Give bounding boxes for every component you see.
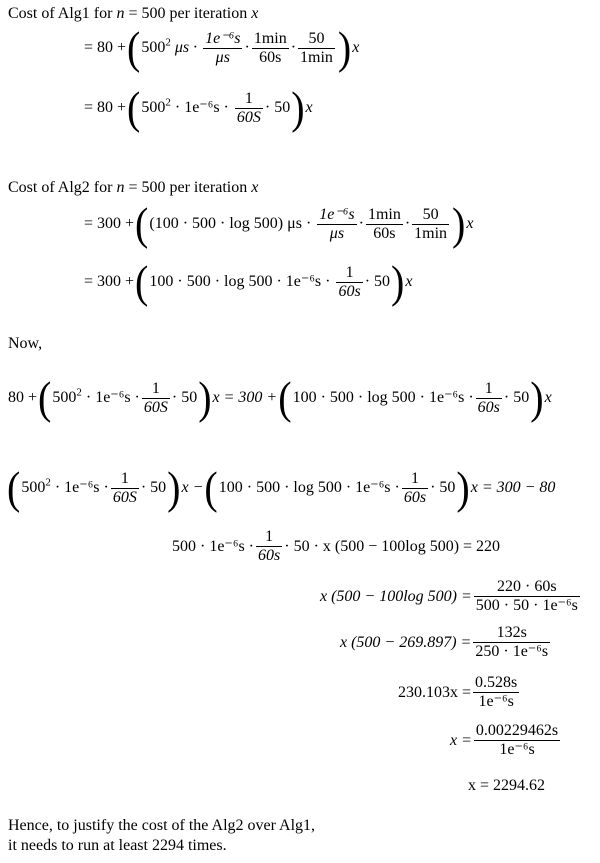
alg1-l1-frac-1	[203, 30, 242, 67]
alg1-heading-x: x	[251, 5, 259, 22]
eq2-a-exp: 2	[45, 476, 51, 489]
frac-numerator: 1	[476, 380, 502, 399]
alg1-l2-lead: = 80 +	[84, 99, 127, 116]
eq7-frac	[474, 722, 560, 759]
alg1-l2-frac	[235, 90, 263, 127]
alg1-l2-tail: x	[305, 99, 313, 116]
alg2-heading-x: x	[251, 179, 259, 196]
alg2-heading-text: Cost of Alg2 for	[8, 179, 113, 196]
frac-denominator: 60S	[236, 108, 261, 126]
eq1-b-frac	[476, 380, 502, 417]
equation-solve-step-2	[340, 624, 552, 661]
open-paren: (	[127, 81, 141, 134]
eq1-middle: x = 300 +	[212, 389, 278, 406]
eq4-lhs: x (500 − 100log 500) =	[320, 587, 472, 605]
alg2-l1-frac-2	[366, 206, 403, 243]
open-paren: (	[135, 197, 149, 250]
alg1-l1-lead: = 80 +	[84, 39, 127, 56]
equation-setting-equal	[8, 371, 552, 424]
frac-denominator: 500 · 50 · 1e⁻⁶s	[475, 597, 578, 614]
alg2-l2-after: · 50	[364, 273, 391, 290]
frac-numerator: 1	[256, 528, 282, 547]
alg1-l1-exp: 2	[165, 36, 171, 49]
frac-denominator: 1min	[414, 224, 448, 242]
frac-numerator: 1min	[253, 29, 287, 47]
frac-denominator: 60s	[338, 282, 361, 300]
eq1-a-mid: · 1e⁻⁶s ·	[85, 389, 140, 406]
eq2-a-term	[21, 478, 51, 498]
eq2-middle: x −	[181, 479, 204, 496]
frac-numerator: 50	[298, 30, 335, 49]
alg1-l2-base: 500	[141, 99, 166, 116]
alg1-heading-n: n	[116, 5, 125, 22]
alg2-l1-frac-3	[412, 206, 449, 243]
eq6-frac	[473, 674, 519, 711]
now-label: Now,	[8, 335, 43, 352]
eq2-a-base: 500	[21, 479, 46, 496]
alg2-l2-tail: x	[405, 273, 413, 290]
eq3-post: · 50 · x (500 − 100log 500) = 220	[284, 537, 501, 555]
eq1-a-exp: 2	[76, 386, 82, 399]
frac-numerator: 1min	[367, 205, 401, 223]
frac-numerator: 0.00229462s	[475, 722, 559, 739]
frac-denominator: 60s	[477, 398, 500, 416]
eq5-frac	[473, 624, 550, 661]
alg2-equation-line-1: = 300 +((100 · 500 · log 500) μs · $\frac{\text{1e⁻⁶s}}{\mu s}$ · $\frac{1\min}{60s}$ · $\frac{50}{1\min}$ )x	[84, 197, 474, 250]
eq2-b-inner: 100 · 500 · log 500 · 1e⁻⁶s ·	[218, 479, 400, 496]
eq2-a-frac	[111, 470, 139, 507]
alg2-l1-inner: (100 · 500 · log 500) μs ·	[149, 215, 312, 232]
open-paren: (	[204, 461, 218, 514]
equation-result: x = 2294.62	[468, 777, 546, 794]
conclusion-line-2: it needs to run at least 2294 times.	[8, 837, 227, 854]
eq1-tail: x	[544, 389, 552, 406]
frac-numerator: 220 · 60s	[474, 578, 580, 597]
frac-numerator: 1	[235, 90, 263, 109]
alg1-equation-line-2	[84, 81, 313, 134]
alg1-l2-after: · 50	[264, 99, 291, 116]
frac-denominator: 60s	[373, 224, 396, 242]
eq3-frac	[256, 528, 282, 565]
eq1-a-base: 500	[52, 389, 77, 406]
alg1-l2-exp: 2	[165, 96, 171, 109]
eq2-b-frac	[402, 470, 428, 507]
eq7-lhs: x =	[450, 731, 472, 749]
eq1-b-after: · 50	[503, 389, 530, 406]
alg2-equation-line-2	[84, 255, 413, 308]
alg2-l2-inner: 100 · 500 · log 500 · 1e⁻⁶s ·	[149, 273, 331, 290]
equation-simplified	[172, 528, 500, 565]
equation-rearranged	[6, 461, 556, 514]
frac-denominator: 250 · 1e⁻⁶s	[475, 643, 549, 660]
frac-denominator: 60s	[403, 488, 427, 506]
eq1-a-after: · 50	[171, 389, 198, 406]
frac-denominator: 60s	[258, 547, 281, 564]
open-paren: (	[7, 461, 21, 514]
alg1-l1-unit: μs ·	[174, 39, 198, 56]
frac-numerator: 132s	[473, 624, 550, 643]
alg2-l1-tail: x	[466, 215, 474, 232]
alg2-heading-n: n	[116, 179, 125, 196]
alg2-l1-frac-1	[317, 206, 356, 243]
alg1-equation-line-1: = $80 +(500^2$ μs · $\frac{\text{1e⁻⁶s}}{\mu s}$ · $\frac{1\min}{60s}$ · $\frac{50}{1\min}$ )x	[84, 21, 360, 74]
frac-numerator: 1e⁻⁶s	[205, 29, 241, 47]
frac-denominator: 60s	[259, 48, 282, 66]
alg1-heading-text: Cost of Alg1 for	[8, 5, 113, 22]
eq1-b-inner: 100 · 500 · log 500 · 1e⁻⁶s ·	[292, 389, 474, 406]
frac-numerator: 1	[111, 470, 139, 489]
alg1-heading-text-b: = 500 per iteration	[128, 5, 248, 22]
open-paren: (	[127, 21, 141, 74]
eq2-a-mid: · 1e⁻⁶s ·	[54, 479, 109, 496]
alg1-l1-frac-3	[298, 30, 335, 67]
eq2-tail: x = 300 − 80	[470, 479, 556, 496]
equation-solve-step-3	[398, 674, 521, 711]
alg2-l1-lead: = 300 +	[84, 215, 135, 232]
close-paren: )	[167, 461, 181, 514]
frac-numerator: 1	[336, 264, 362, 283]
close-paren: )	[198, 371, 212, 424]
eq1-lead: 80 +	[8, 389, 38, 406]
alg2-heading	[8, 178, 258, 198]
close-paren: )	[456, 461, 470, 514]
open-paren: (	[38, 371, 52, 424]
frac-denominator: 1min	[300, 48, 333, 66]
eq2-a-after: · 50	[140, 479, 167, 496]
alg1-l1-base: 500	[141, 39, 166, 56]
frac-numerator: 0.528s	[475, 674, 518, 691]
equation-solve-step-1	[320, 578, 582, 615]
close-paren: )	[337, 21, 352, 74]
frac-denominator: μs	[329, 224, 345, 242]
frac-denominator: 1e⁻⁶s	[499, 741, 535, 758]
alg2-l2-lead: = 300 +	[84, 273, 135, 290]
frac-denominator: 1e⁻⁶s	[478, 693, 514, 710]
open-paren: (	[278, 371, 292, 424]
eq1-a-frac	[142, 380, 170, 417]
alg1-l1-frac-2	[252, 30, 289, 67]
frac-denominator: 60S	[112, 488, 137, 506]
close-paren: )	[530, 371, 544, 424]
eq5-lhs: x (500 − 269.897) =	[340, 633, 472, 651]
alg1-l2-term	[141, 98, 171, 118]
open-paren: (	[135, 255, 149, 308]
eq3-pre: 500 · 1e⁻⁶s ·	[172, 537, 255, 555]
eq4-frac	[474, 578, 580, 615]
alg2-heading-text-b: = 500 per iteration	[128, 179, 248, 196]
equation-solve-step-4	[450, 722, 562, 759]
frac-denominator: μs	[215, 48, 230, 66]
frac-numerator: 1	[142, 380, 170, 399]
eq6-lhs: 230.103x =	[398, 683, 472, 701]
close-paren: )	[391, 255, 405, 308]
alg1-l1-tail: x	[352, 39, 360, 56]
frac-numerator: 1e⁻⁶s	[319, 205, 355, 223]
alg1-l1-term	[141, 38, 171, 58]
close-paren: )	[452, 197, 466, 250]
eq2-b-after: · 50	[430, 479, 456, 496]
alg2-l2-frac	[336, 264, 362, 301]
alg1-l2-mid: · 1e⁻⁶s ·	[174, 99, 229, 116]
conclusion-line-1: Hence, to justify the cost of the Alg2 over Alg1,	[8, 817, 316, 834]
close-paren: )	[291, 81, 305, 134]
frac-denominator: 60S	[143, 398, 168, 416]
eq1-a-term	[52, 388, 82, 408]
frac-numerator: 50	[412, 206, 449, 225]
frac-numerator: 1	[402, 470, 428, 489]
